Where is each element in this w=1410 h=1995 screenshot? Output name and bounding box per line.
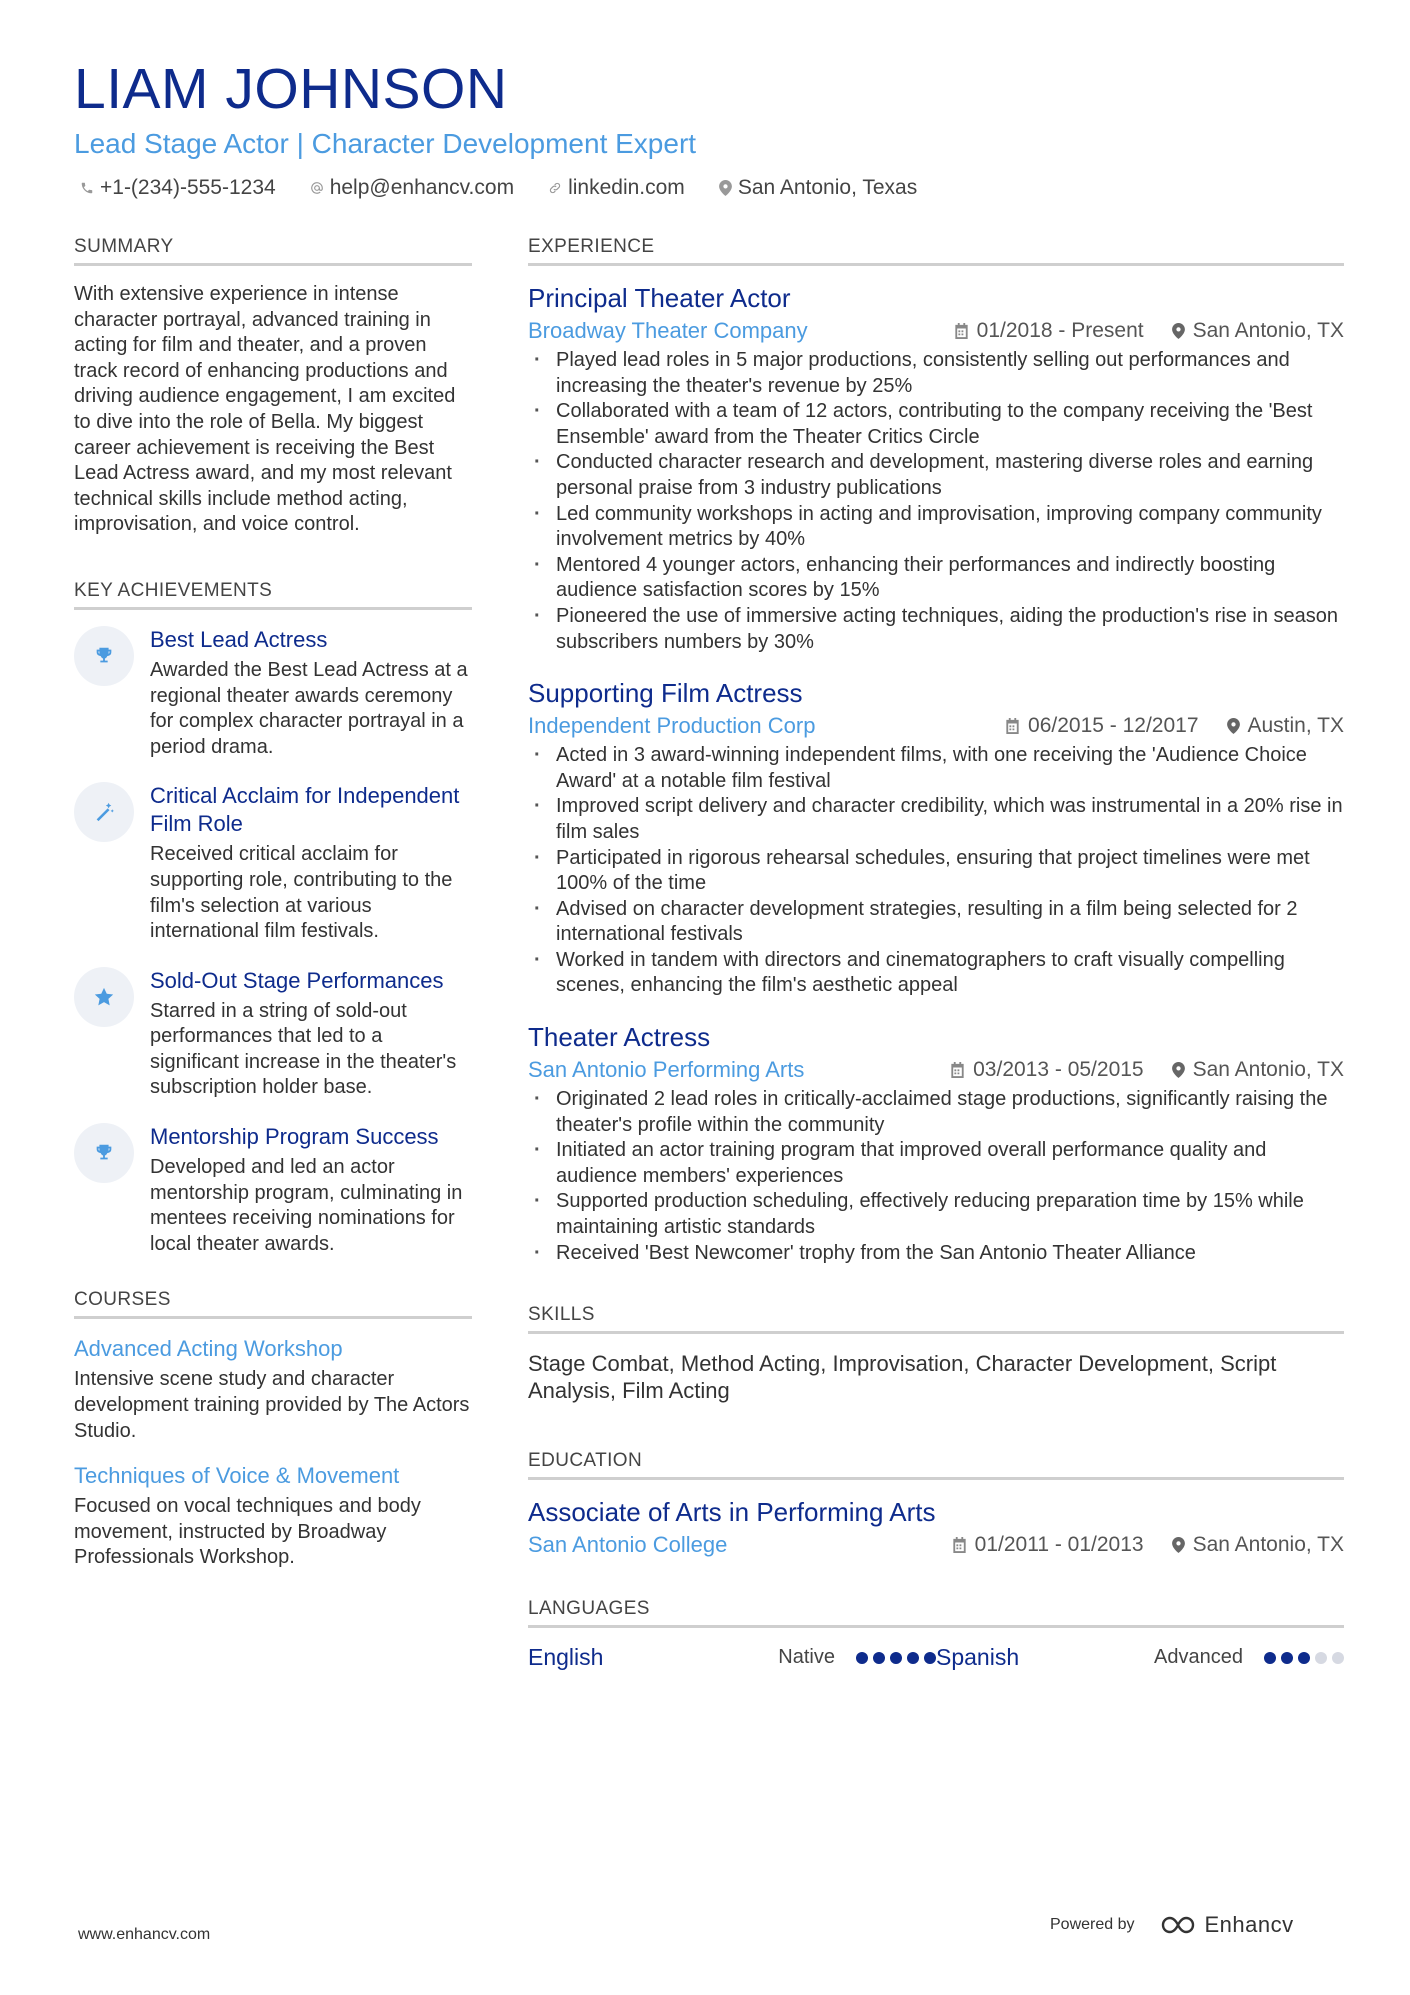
email-text: help@enhancv.com	[329, 176, 515, 200]
achievement-title: Mentorship Program Success	[150, 1124, 439, 1150]
magic-wand-icon	[74, 782, 134, 842]
languages-section	[528, 1598, 1344, 1671]
job-location-text: San Antonio, TX	[1192, 319, 1344, 342]
contact-linkedin[interactable]	[548, 176, 685, 200]
rating-dot	[1315, 1652, 1327, 1664]
job-bullet: · Led community workshops in acting and improvisation, improving company community involvement metrics by 40%	[528, 502, 1344, 553]
rating-dot	[1332, 1652, 1344, 1664]
skills-text: Stage Combat, Method Acting, Improvisation, Character Development, Script Analysis, Film Acting	[528, 1351, 1277, 1404]
location-pin-icon	[719, 180, 732, 196]
job-bullet: · Conducted character research and development, mastering diverse roles and earning personal praise from 3 industry publications	[528, 450, 1344, 501]
footer-website[interactable]: www.enhancv.com	[78, 1926, 211, 1943]
candidate-name: LIAM JOHNSON	[74, 57, 508, 121]
job-bullets	[528, 1087, 1344, 1266]
job-bullet: · Advised on character development strategies, resulting in a film being selected for 2 international festivals	[528, 897, 1344, 948]
linkedin-text: linkedin.com	[568, 176, 685, 200]
language-rating	[851, 1652, 936, 1664]
rating-dot	[1281, 1652, 1293, 1664]
job-dates-text: 06/2015 - 12/2017	[1028, 714, 1199, 738]
achievements-heading: KEY ACHIEVEMENTS	[74, 580, 472, 610]
course-desc: Intensive scene study and character development training provided by The Actors Studio.	[74, 1368, 470, 1442]
resume-header	[74, 58, 1344, 200]
at-icon	[310, 181, 324, 195]
summary-text: With extensive experience in intense character portrayal, advanced training in acting for film and theater, and a proven track record of enhancing productions and driving audience engagement, I am excited to dive into the role of Bella. My biggest career achievement is receiving the Best Lead Actress award, and my most relevant technical skills include method acting, improvisation, and voice control.	[74, 283, 456, 536]
link-icon	[548, 181, 562, 195]
company-name: Broadway Theater Company	[528, 318, 808, 343]
calendar-icon	[950, 1062, 965, 1078]
achievement-item	[74, 626, 472, 760]
rating-dot	[924, 1652, 936, 1664]
achievement-item	[74, 967, 472, 1101]
job-bullet: · Initiated an actor training program that improved overall performance quality and audience members' experiences	[528, 1138, 1344, 1189]
language-name: Spanish	[936, 1644, 1020, 1671]
course-title: Techniques of Voice & Movement	[74, 1463, 400, 1489]
calendar-icon	[954, 323, 969, 339]
language-rating	[1259, 1652, 1344, 1664]
rating-dot	[1298, 1652, 1310, 1664]
language-level: Native	[778, 1646, 835, 1669]
location-pin-icon	[1172, 1537, 1185, 1553]
language-item	[528, 1644, 936, 1671]
education-meta	[528, 1532, 1344, 1558]
job-location-text: San Antonio, TX	[1192, 1058, 1344, 1082]
powered-by-text: Powered by	[1050, 1916, 1135, 1933]
language-item	[936, 1644, 1344, 1671]
location-pin-icon	[1172, 323, 1185, 339]
job-dates	[1005, 714, 1198, 738]
job-bullet: · Originated 2 lead roles in critically-acclaimed stage productions, significantly raising the theater's profile within the community	[528, 1087, 1344, 1138]
contact-phone[interactable]	[80, 176, 276, 200]
course-title: Advanced Acting Workshop	[74, 1336, 343, 1362]
job-bullet: · Supported production scheduling, effectively reducing preparation time by 15% while maintaining artistic standards	[528, 1189, 1344, 1240]
degree-title: Associate of Arts in Performing Arts	[528, 1497, 936, 1528]
location-pin-icon	[1172, 1062, 1185, 1078]
skills-heading: SKILLS	[528, 1304, 1344, 1334]
location-pin-icon	[1227, 718, 1240, 734]
job-dates-text: 03/2013 - 05/2015	[973, 1058, 1144, 1082]
contact-email[interactable]	[310, 176, 514, 200]
job-location	[1172, 319, 1344, 343]
achievement-title: Best Lead Actress	[150, 626, 328, 652]
star-icon	[74, 967, 134, 1027]
rating-dot	[873, 1652, 885, 1664]
achievement-desc: Starred in a string of sold-out performances that led to a significant increase in the theater's subscription holder base.	[150, 999, 457, 1099]
achievement-title: Sold-Out Stage Performances	[150, 967, 444, 993]
job-bullet: · Received 'Best Newcomer' trophy from the San Antonio Theater Alliance	[528, 1241, 1344, 1267]
course-desc: Focused on vocal techniques and body movement, instructed by Broadway Professionals Workshop.	[74, 1495, 421, 1569]
skills-section	[528, 1304, 1344, 1404]
achievement-desc: Awarded the Best Lead Actress at a regional theater awards ceremony for complex character portrayal in a period drama.	[150, 658, 468, 758]
rating-dot	[907, 1652, 919, 1664]
achievement-desc: Received critical acclaim for supporting role, contributing to the film's selection at various international film festivals.	[150, 843, 453, 943]
job-entry	[528, 677, 1344, 999]
school-name: San Antonio College	[528, 1532, 728, 1558]
trophy-icon	[74, 1123, 134, 1183]
education-section	[528, 1450, 1344, 1558]
job-title: Supporting Film Actress	[528, 678, 803, 709]
job-bullet: · Pioneered the use of immersive acting techniques, aiding the production's rise in season subscribers numbers by 30%	[528, 604, 1344, 655]
candidate-role: Lead Stage Actor | Character Development Expert	[74, 127, 697, 159]
job-meta	[528, 318, 1344, 344]
job-bullet: · Improved script delivery and character credibility, which was instrumental in a 20% rise in film sales	[528, 794, 1344, 845]
company-name: San Antonio Performing Arts	[528, 1057, 805, 1083]
phone-icon	[80, 181, 94, 195]
education-location-text: San Antonio, TX	[1192, 1533, 1344, 1557]
location-text: San Antonio, Texas	[737, 176, 918, 200]
job-title: Principal Theater Actor	[528, 283, 791, 313]
contact-location	[719, 176, 917, 200]
rating-dot	[1264, 1652, 1276, 1664]
summary-section	[74, 236, 472, 538]
education-dates	[952, 1533, 1144, 1557]
rating-dot	[890, 1652, 902, 1664]
job-entry	[528, 1021, 1344, 1266]
footer-branding	[1050, 1912, 1294, 1938]
rating-dot	[856, 1652, 868, 1664]
job-meta	[528, 1057, 1344, 1083]
courses-section	[74, 1289, 472, 1571]
language-name: English	[528, 1644, 604, 1671]
job-meta	[528, 713, 1344, 739]
calendar-icon	[952, 1537, 967, 1553]
achievements-section	[74, 580, 472, 1258]
calendar-icon	[1005, 718, 1020, 734]
job-title: Theater Actress	[528, 1022, 711, 1053]
brand-name: Enhancv	[1204, 1912, 1294, 1937]
job-bullet: · Played lead roles in 5 major productions, consistently selling out performances and increasing the theater's revenue by 25%	[528, 348, 1344, 399]
education-dates-text: 01/2011 - 01/2013	[974, 1533, 1144, 1557]
job-bullet: · Participated in rigorous rehearsal schedules, ensuring that project timelines were met 100% of the time	[528, 846, 1344, 897]
company-name: Independent Production Corp	[528, 713, 816, 739]
job-location	[1227, 714, 1345, 738]
job-bullets	[528, 348, 1344, 655]
job-entry	[528, 282, 1344, 655]
languages-row	[528, 1644, 1344, 1671]
contact-bar	[74, 176, 1344, 200]
job-dates-text: 01/2018 - Present	[976, 319, 1144, 342]
job-bullet: · Worked in tandem with directors and cinematographers to craft visually compelling scenes, enhancing the film's aesthetic appeal	[528, 948, 1344, 999]
job-bullet: · Acted in 3 award-winning independent films, with one receiving the 'Audience Choice Award' at a notable film festival	[528, 743, 1344, 794]
achievement-item	[74, 1123, 472, 1257]
achievement-title: Critical Acclaim for Independent Film Role	[150, 783, 460, 837]
experience-heading: EXPERIENCE	[528, 236, 1344, 266]
languages-heading: LANGUAGES	[528, 1598, 1344, 1628]
job-bullet: · Mentored 4 younger actors, enhancing their performances and indirectly boosting audience satisfaction scores by 15%	[528, 553, 1344, 604]
achievement-item	[74, 782, 472, 944]
job-bullet: · Collaborated with a team of 12 actors, contributing to the company receiving the 'Best Ensemble' award from the Theater Critics Circle	[528, 399, 1344, 450]
education-heading: EDUCATION	[528, 1450, 1344, 1480]
job-dates	[954, 319, 1144, 343]
achievement-desc: Developed and led an actor mentorship program, culminating in mentees receiving nominations for local theater awards.	[150, 1156, 463, 1255]
language-level: Advanced	[1154, 1646, 1243, 1669]
summary-heading: SUMMARY	[74, 236, 472, 266]
education-location	[1172, 1533, 1344, 1557]
job-location	[1172, 1058, 1344, 1082]
left-column	[74, 236, 472, 1589]
enhancv-logo-icon	[1159, 1914, 1197, 1936]
right-column	[528, 236, 1344, 1671]
trophy-icon	[74, 626, 134, 686]
job-bullets	[528, 743, 1344, 999]
job-location-text: Austin, TX	[1247, 714, 1344, 738]
phone-text: +1-(234)-555-1234	[100, 176, 276, 200]
job-dates	[950, 1058, 1143, 1082]
courses-heading: COURSES	[74, 1289, 472, 1319]
experience-section	[528, 236, 1344, 1266]
